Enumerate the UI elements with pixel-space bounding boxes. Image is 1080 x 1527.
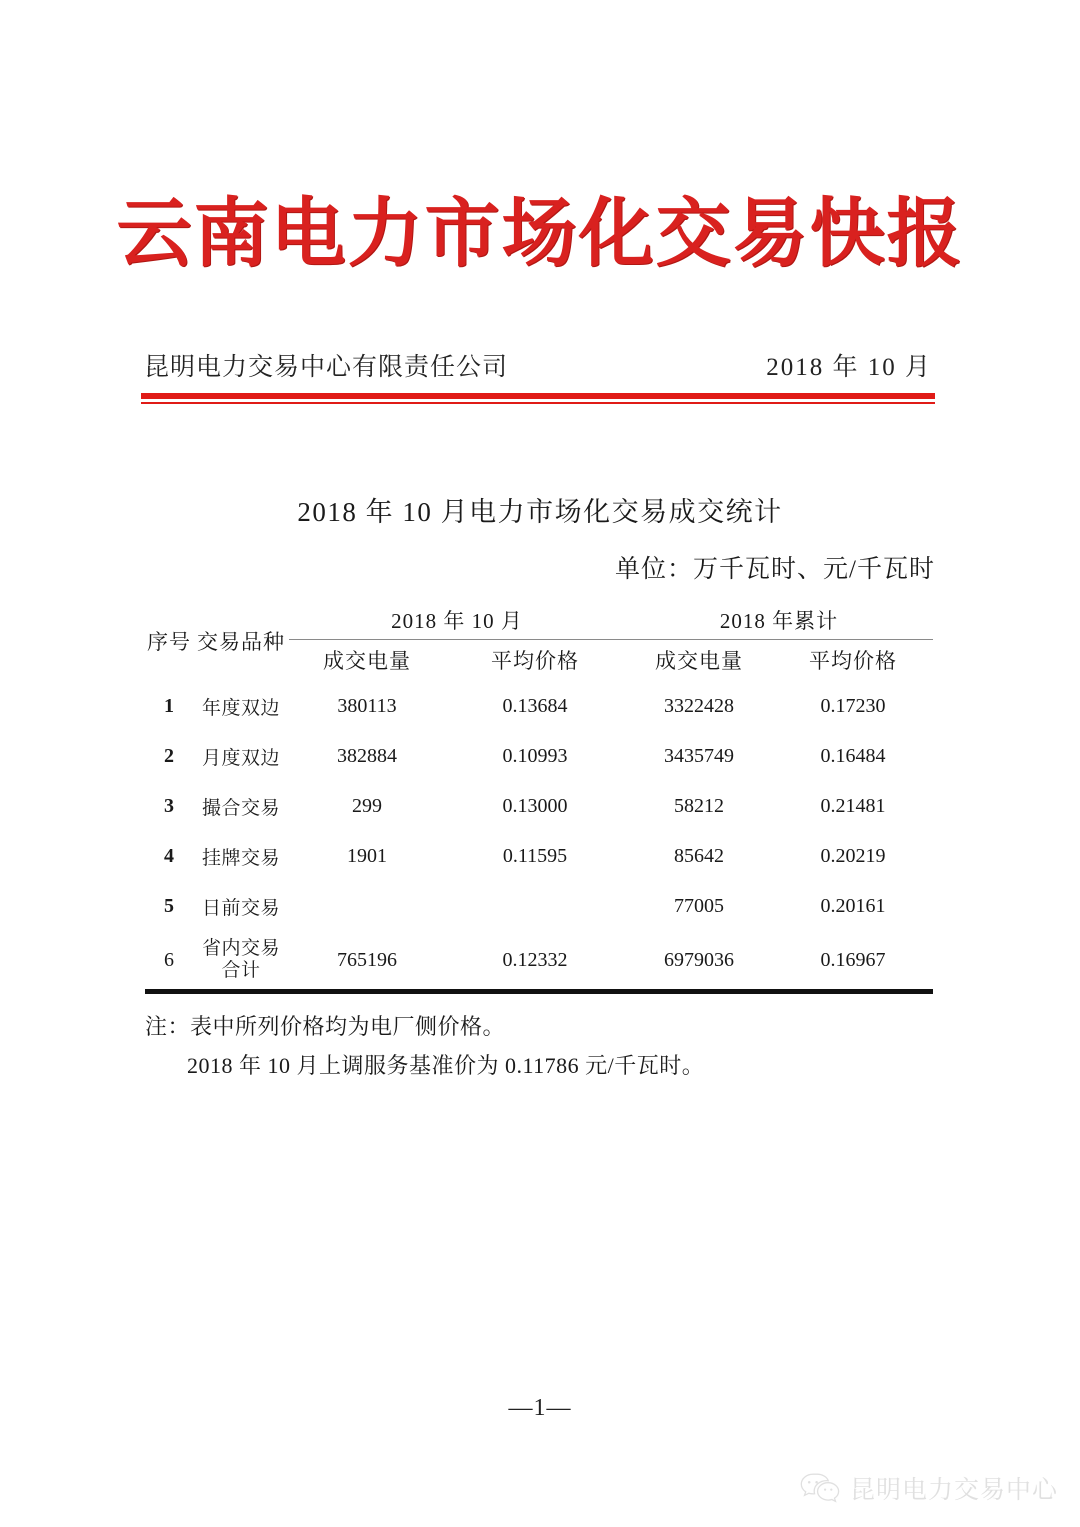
cell-seq: 6 — [164, 948, 174, 971]
wechat-icon — [799, 1471, 841, 1505]
table-header-group-row — [145, 601, 933, 639]
table-notes — [145, 1008, 935, 1085]
cell-kind: 日前交易 — [201, 897, 280, 919]
cell-kind: 年度双边 — [201, 697, 280, 719]
page-number: —1— — [508, 1395, 572, 1421]
cell-month-volume: 299 — [352, 794, 382, 817]
cell-ytd-volume: 58212 — [674, 794, 724, 817]
cell-ytd-price: 0.20161 — [820, 894, 886, 917]
cell-month-price: 0.10993 — [502, 744, 568, 767]
cell-month-price: 0.12332 — [502, 948, 568, 971]
unit-note: 单位：万千瓦时、元/千瓦时 — [615, 556, 935, 583]
cell-seq: 4 — [164, 844, 174, 867]
issue-date: 2018 年 10 月 — [766, 354, 932, 381]
cell-kind-line1: 省内交易 — [201, 938, 280, 960]
cell-kind: 月度双边 — [201, 747, 280, 769]
masthead-meta — [144, 347, 932, 383]
cell-ytd-volume: 3322428 — [664, 694, 734, 717]
watermark-label: 昆明电力交易中心 — [849, 1476, 1058, 1504]
header-group-month: 2018 年 10 月 — [391, 608, 523, 633]
cell-kind: 挂牌交易 — [201, 847, 280, 869]
table-body — [145, 681, 933, 989]
cell-ytd-price: 0.16967 — [820, 948, 886, 971]
table-row — [145, 831, 933, 881]
table-row — [145, 881, 933, 931]
cell-ytd-price: 0.17230 — [820, 694, 886, 717]
masthead-divider — [141, 393, 935, 404]
table-row — [145, 731, 933, 781]
cell-month-price — [445, 881, 625, 931]
cell-ytd-price: 0.20219 — [820, 844, 886, 867]
cell-seq: 5 — [164, 894, 174, 917]
cell-kind: 撮合交易 — [201, 797, 280, 819]
cell-ytd-volume: 77005 — [674, 894, 724, 917]
cell-kind — [193, 931, 289, 989]
cell-month-volume — [289, 881, 445, 931]
cell-month-price: 0.13684 — [502, 694, 568, 717]
cell-seq: 3 — [164, 794, 174, 817]
table-head — [145, 601, 933, 681]
cell-month-volume: 765196 — [337, 948, 397, 971]
table-row — [145, 681, 933, 731]
cell-kind-line2: 合计 — [221, 960, 261, 981]
wechat-watermark — [799, 1470, 1058, 1506]
cell-month-volume: 380113 — [337, 694, 397, 717]
cell-seq: 1 — [164, 694, 174, 717]
cell-month-volume: 1901 — [347, 844, 387, 867]
publication-title: 云南电力市场化交易快报 — [116, 193, 964, 276]
table-bottom-rule — [145, 989, 933, 994]
cell-month-volume: 382884 — [337, 744, 397, 767]
transaction-statistics-table — [145, 601, 933, 989]
header-group-ytd: 2018 年累计 — [719, 608, 839, 633]
cell-ytd-volume: 3435749 — [664, 744, 734, 767]
masthead — [0, 0, 1080, 381]
publisher-name: 昆明电力交易中心有限责任公司 — [144, 354, 509, 381]
cell-ytd-volume: 6979036 — [664, 948, 734, 971]
table-total-row — [145, 931, 933, 989]
note-line-1: 注：表中所列价格均为电厂侧价格。 — [145, 1014, 506, 1039]
table-row — [145, 781, 933, 831]
cell-month-price: 0.13000 — [502, 794, 568, 817]
header-kind: 交易品种 — [197, 630, 285, 654]
divider-thin-rule — [141, 402, 935, 404]
cell-month-price: 0.11595 — [502, 844, 568, 867]
header-ytd-volume: 成交电量 — [625, 639, 773, 681]
cell-seq: 2 — [164, 744, 174, 767]
header-month-price: 平均价格 — [445, 639, 625, 681]
cell-ytd-price: 0.16484 — [820, 744, 886, 767]
report-section — [145, 490, 935, 1085]
cell-ytd-volume: 85642 — [674, 844, 724, 867]
note-line-2: 2018 年 10 月上调服务基准价为 0.11786 元/千瓦时。 — [187, 1052, 705, 1078]
cell-ytd-price: 0.21481 — [820, 794, 886, 817]
header-month-volume: 成交电量 — [289, 639, 445, 681]
header-ytd-price: 平均价格 — [773, 639, 933, 681]
table-caption: 2018 年 10 月电力市场化交易成交统计 — [297, 497, 783, 527]
header-seq: 序号 — [147, 630, 191, 654]
